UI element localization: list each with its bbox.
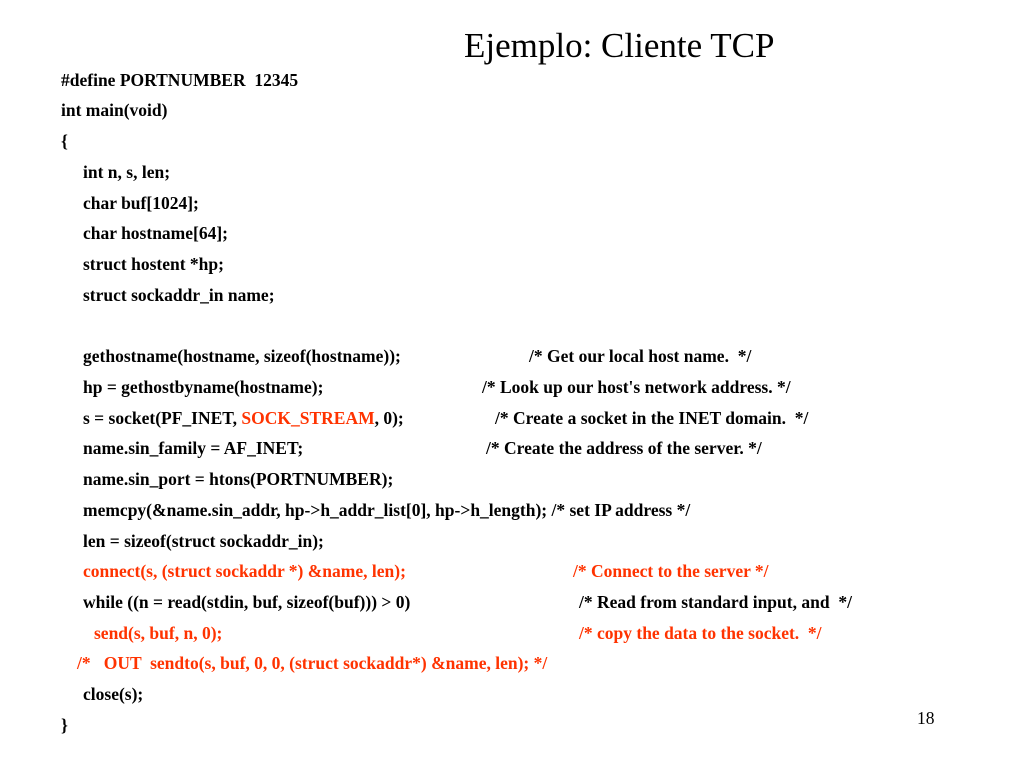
comment-while: /* Read from standard input, and */ <box>579 592 852 612</box>
code-line-len: len = sizeof(struct sockaddr_in); <box>83 531 324 551</box>
code-line-socket <box>83 407 404 429</box>
code-line-close: close(s); <box>83 684 144 704</box>
code-line-decl-buf: char buf[1024]; <box>83 193 199 213</box>
code-line-while: while ((n = read(stdin, buf, sizeof(buf))) > 0) <box>83 592 411 612</box>
code-line-gethostname: gethostname(hostname, sizeof(hostname)); <box>83 346 401 366</box>
code-line-define: #define PORTNUMBER 12345 <box>61 70 299 90</box>
code-line-decl-sockaddr: struct sockaddr_in name; <box>83 285 275 305</box>
code-line-decl-hostname: char hostname[64]; <box>83 223 229 243</box>
slide-page-number: 18 <box>917 708 935 728</box>
code-line-sin-port: name.sin_port = htons(PORTNUMBER); <box>83 469 394 489</box>
comment-connect: /* Connect to the server */ <box>573 561 769 581</box>
code-line-open-brace: { <box>61 131 68 151</box>
slide-title: Ejemplo: Cliente TCP <box>464 26 775 65</box>
sock-stream-highlight: SOCK_STREAM <box>241 408 375 428</box>
code-line-sin-family: name.sin_family = AF_INET; <box>83 438 304 458</box>
code-line-decl-hostent: struct hostent *hp; <box>83 254 224 274</box>
code-line-close-brace: } <box>61 715 68 735</box>
code-line-send: send(s, buf, n, 0); <box>94 623 223 643</box>
comment-sin-family: /* Create the address of the server. */ <box>486 438 762 458</box>
comment-send: /* copy the data to the socket. */ <box>579 623 822 643</box>
comment-socket: /* Create a socket in the INET domain. */ <box>495 408 809 428</box>
code-line-connect: connect(s, (struct sockaddr *) &name, len); <box>83 561 406 581</box>
code-line-decl-ints: int n, s, len; <box>83 162 171 182</box>
code-line-sendto-commented: /* OUT sendto(s, buf, 0, 0, (struct sockaddr*) &name, len); */ <box>77 653 548 673</box>
socket-code-suffix: , 0); <box>374 408 404 428</box>
comment-gethostname: /* Get our local host name. */ <box>529 346 752 366</box>
code-line-gethostbyname: hp = gethostbyname(hostname); <box>83 377 324 397</box>
comment-gethostbyname: /* Look up our host's network address. */ <box>482 377 791 397</box>
code-line-main-signature: int main(void) <box>61 100 168 120</box>
code-line-memcpy: memcpy(&name.sin_addr, hp->h_addr_list[0], hp->h_length); /* set IP address */ <box>83 500 691 520</box>
socket-code-prefix: s = socket(PF_INET, <box>83 408 242 428</box>
